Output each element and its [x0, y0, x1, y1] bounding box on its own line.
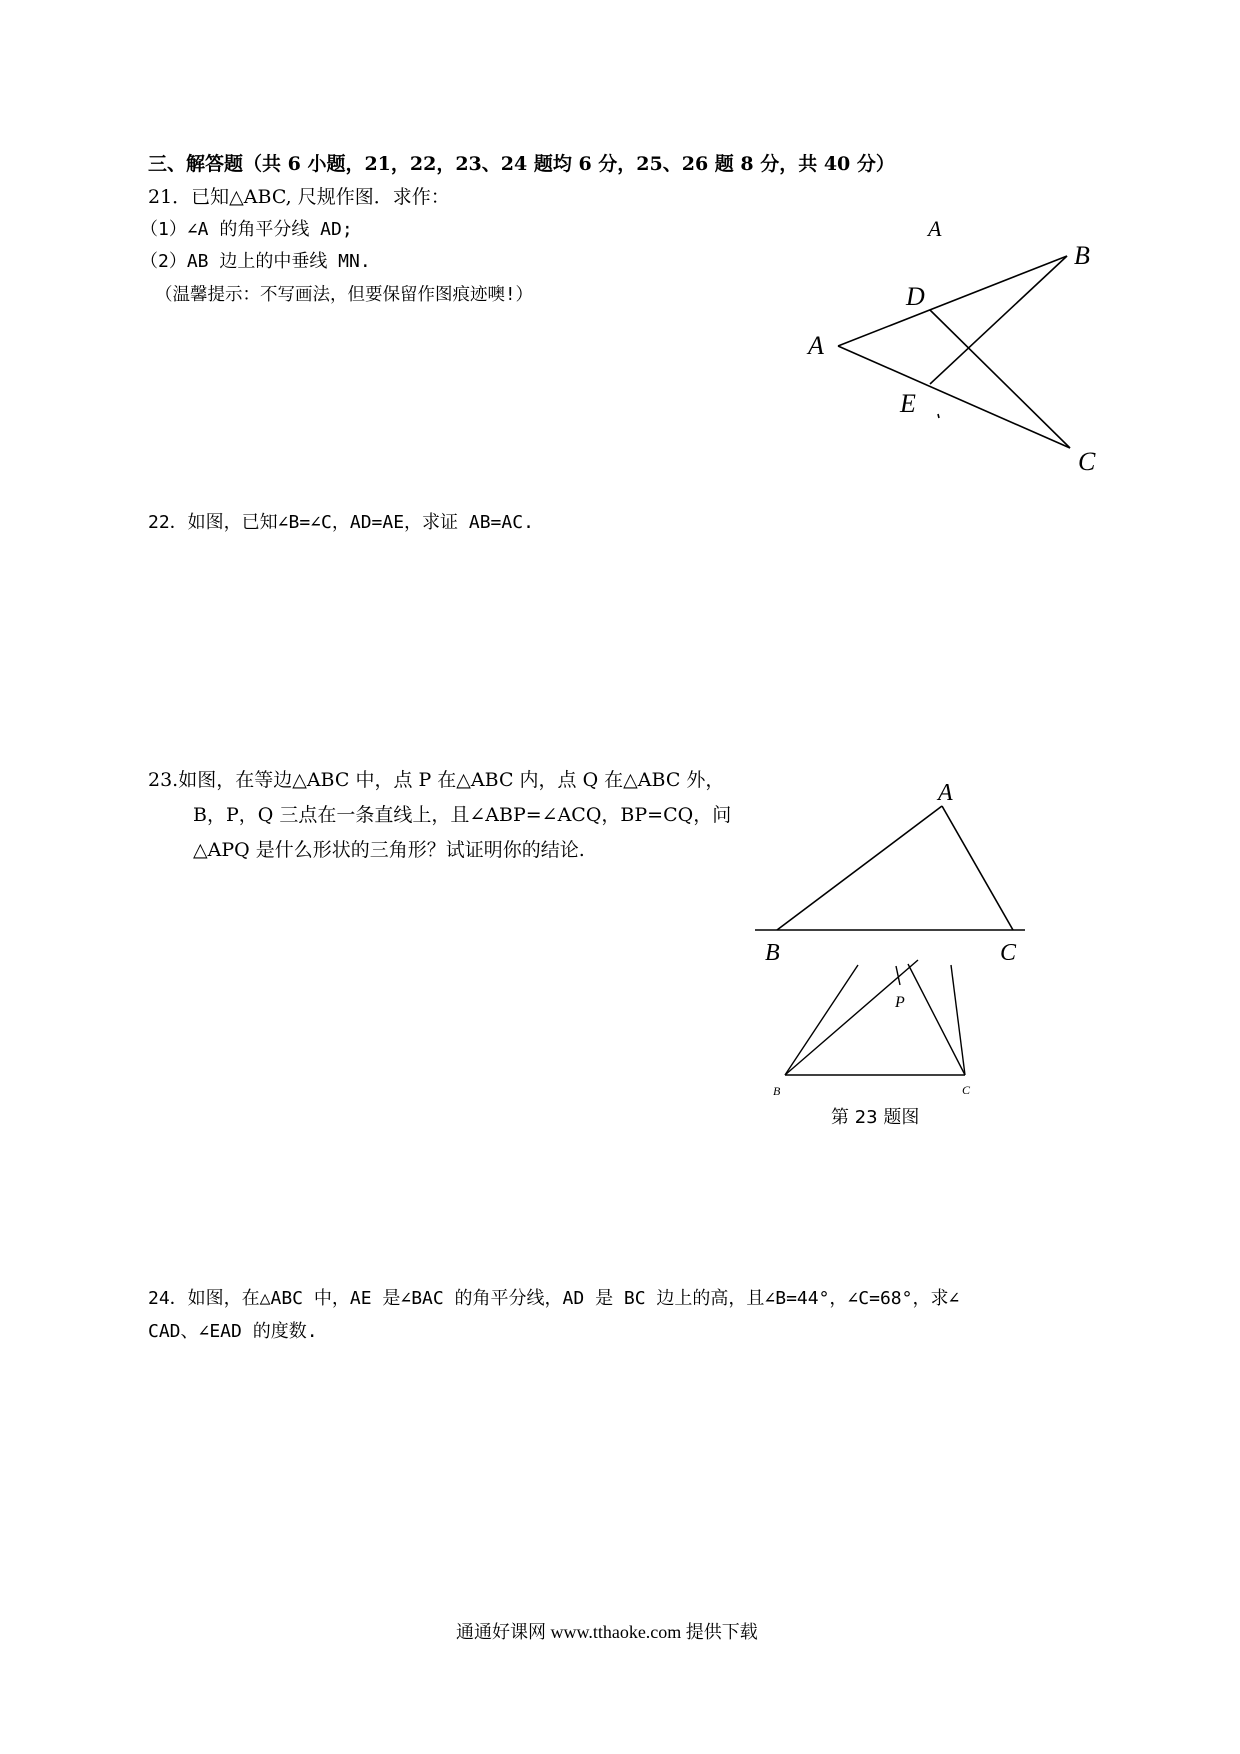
q21-item-2: （2）AB 边上的中垂线 MN.: [140, 251, 371, 272]
label-small-b: B: [773, 1084, 781, 1098]
section-title: 三、解答题（共 6 小题，21，22，23、24 题均 6 分，25、26 题 8 分，共 40 分）: [148, 153, 895, 175]
label-b: B: [765, 940, 780, 966]
segment-eb: [930, 256, 1067, 384]
segment-ba: [777, 806, 942, 930]
q21-item-1: （1）∠A 的角平分线 AD;: [140, 219, 353, 240]
q21-stem: 21．已知△ABC, 尺规作图．求作：: [148, 186, 450, 208]
label-d: D: [906, 282, 925, 311]
q21-hint: （温馨提示：不写画法，但要保留作图痕迹噢!）: [155, 285, 534, 305]
small-tick: [938, 414, 939, 418]
q23-large-triangle: [755, 806, 1025, 930]
label-a: A: [938, 780, 953, 806]
label-p: P: [895, 994, 905, 1011]
segment-small-c-up: [951, 965, 965, 1075]
label-e: E: [900, 389, 916, 418]
q22-stem: 22．如图，已知∠B=∠C，AD=AE，求证 AB=AC.: [148, 512, 534, 533]
segment-dc: [930, 310, 1070, 448]
q23-line-1: 23.如图，在等边△ABC 中，点 P 在△ABC 内，点 Q 在△ABC 外，: [148, 769, 725, 791]
q23-small-figure: [785, 960, 965, 1075]
segment-ac: [942, 806, 1013, 930]
segment-small-cq: [908, 964, 965, 1075]
q23-line-2: B，P，Q 三点在一条直线上，且∠ABP=∠ACQ，BP=CQ，问: [193, 804, 732, 826]
q21-figure-lines: [838, 256, 1070, 448]
q23-line-3: △APQ 是什么形状的三角形？试证明你的结论.: [193, 839, 585, 861]
label-c: C: [1078, 447, 1096, 476]
label-a: A: [808, 331, 824, 360]
label-c: C: [1000, 940, 1017, 966]
segment-small-b-up: [785, 965, 858, 1075]
q24-line-1: 24．如图，在△ABC 中，AE 是∠BAC 的角平分线，AD 是 BC 边上的高，且∠B=44°，∠C=68°，求∠: [148, 1288, 960, 1309]
q23-figure-caption: 第 23 题图: [831, 1107, 920, 1128]
q24-line-2: CAD、∠EAD 的度数.: [148, 1321, 318, 1342]
footer-text: 通通好课网 www.tthaoke.com 提供下载: [456, 1622, 758, 1642]
q21-figure: [790, 200, 1120, 490]
label-small-c: C: [962, 1083, 971, 1097]
q23-figure: [755, 770, 1055, 1150]
label-b: B: [1074, 241, 1090, 270]
label-top-a: A: [928, 216, 942, 241]
